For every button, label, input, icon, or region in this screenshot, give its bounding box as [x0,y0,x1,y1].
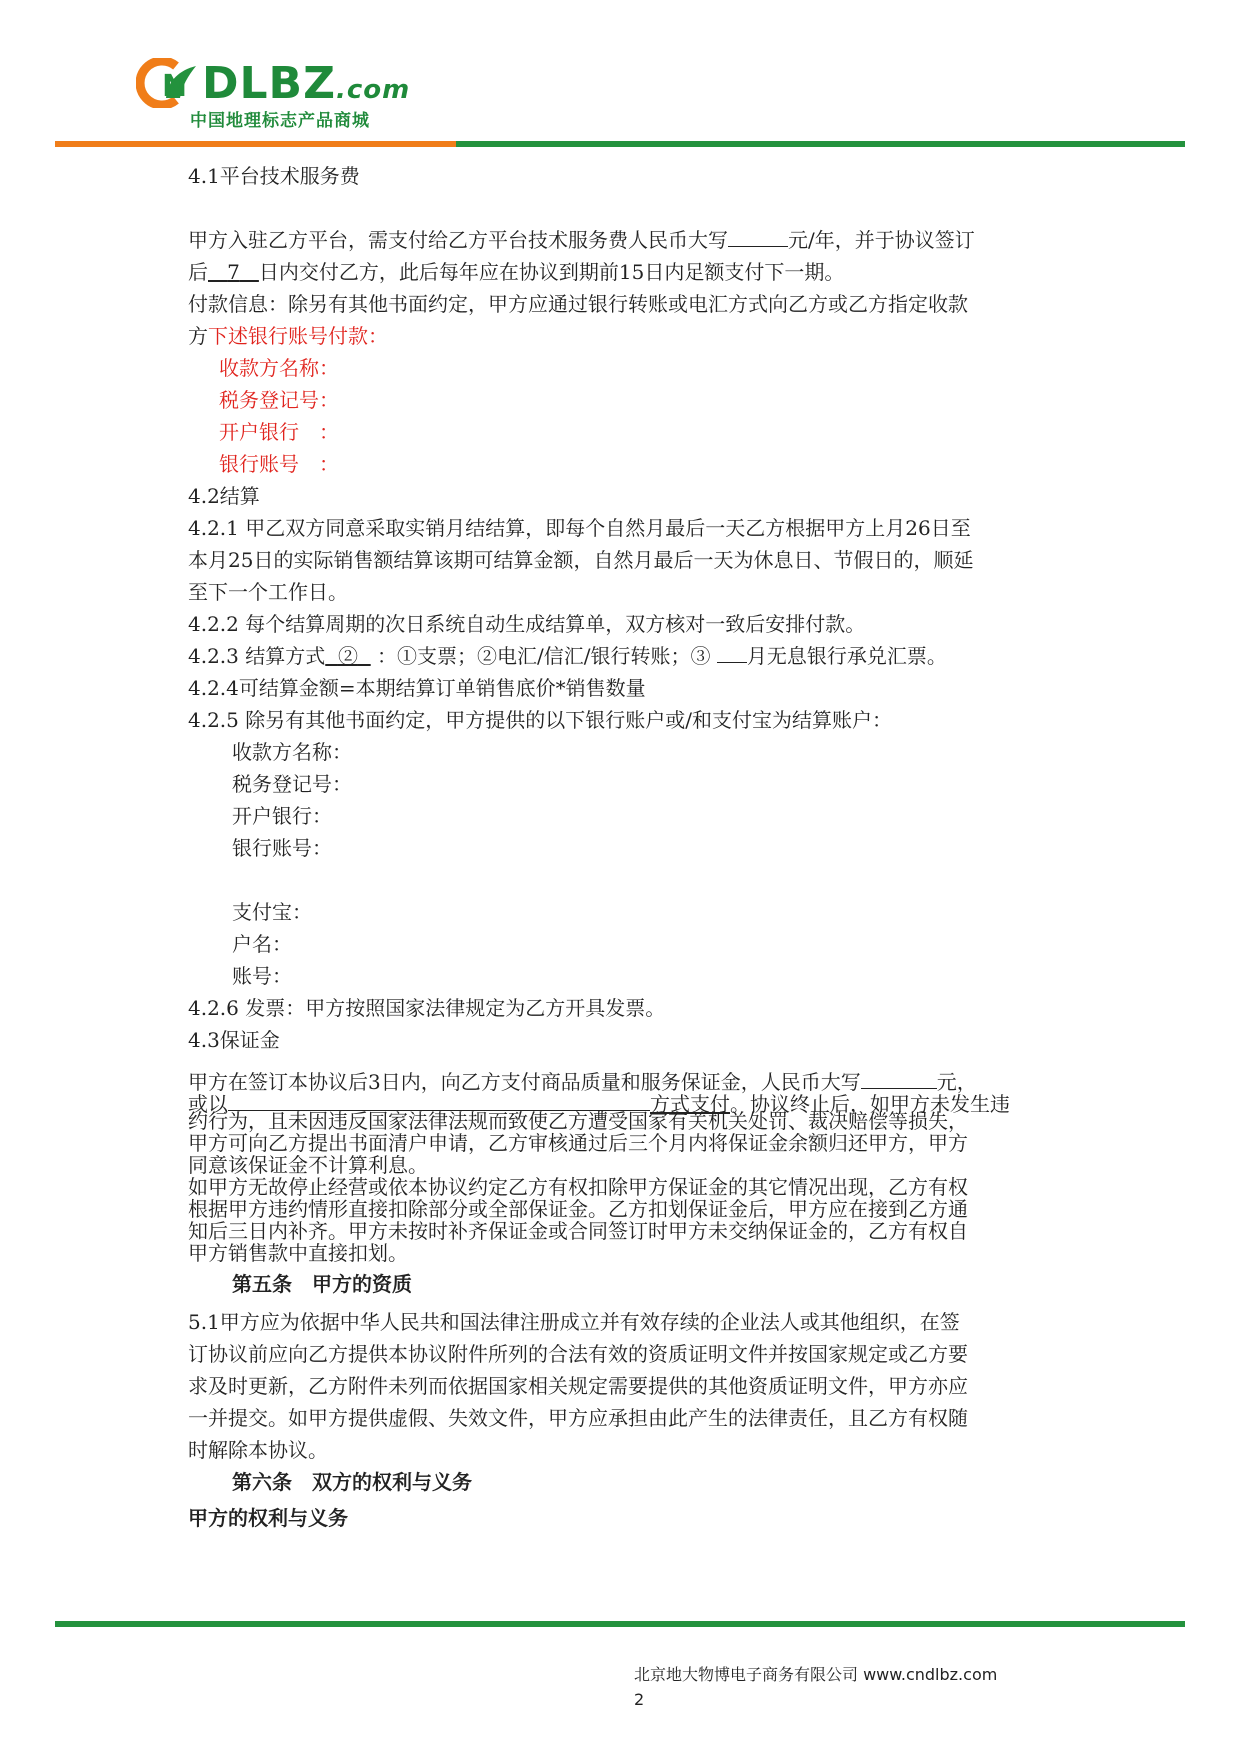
account-label: 银行账号 ： [219,452,339,476]
deposit-amount-blank [861,1066,937,1089]
text-segment: 。协议终止后，如甲方未发生违 [730,1092,1010,1116]
alipay-name-label: 户名： [232,932,292,956]
page-number: 2 [634,1690,645,1709]
text-segment: 方 [188,324,208,348]
section-4-1-paragraph-line-1 [188,224,1058,256]
section-5-1-line-5: 时解除本协议。 [188,1438,328,1462]
section-4-3-title: 4.3保证金 [188,1028,280,1052]
alipay-account-label: 账号： [232,964,292,988]
days-value [208,260,259,284]
days-number: 7 [227,260,240,284]
logo-subtitle: 中国地理标志产品商城 [190,111,370,131]
header-divider [55,141,1185,147]
deposit-line-6: 如甲方无故停止经营或依本协议约定乙方有权扣除甲方保证金的其它情况出现，乙方有权 [188,1175,968,1199]
section-5-1-line-4: 一并提交。如甲方提供虚假、失效文件，甲方应承担由此产生的法律责任，且乙方有权随 [188,1406,968,1430]
text-segment: 元/年，并于协议签订 [788,228,975,252]
settlement-account-label: 银行账号： [232,836,332,860]
settlement-payee-label: 收款方名称： [232,740,352,764]
site-logo [136,58,411,131]
section-5-1-line-1: 5.1甲方应为依据中华人民共和国法律注册成立并有效存续的企业法人或其他组织，在签 [188,1310,960,1334]
section-4-2-6: 4.2.6 发票：甲方按照国家法律规定为乙方开具发票。 [188,996,666,1020]
text-segment: 后 [188,260,208,284]
payment-method-text: 方式支付 [650,1092,730,1116]
bank-label: 开户银行 ： [219,420,339,444]
deposit-line-2 [188,1088,1058,1116]
footer-divider [55,1621,1185,1627]
section-4-2-3 [188,640,1058,672]
text-segment: 月无息银行承兑汇票。 [746,644,947,668]
payee-name-label: 收款方名称： [219,356,339,380]
article-5-heading: 第五条 甲方的资质 [232,1272,412,1296]
deposit-line-8: 知后三日内补齐。甲方未按时补齐保证金或合同签订时甲方未交纳保证金的，乙方有权自 [188,1219,968,1243]
payment-method-blank [228,1088,650,1111]
settlement-tax-label: 税务登记号： [232,772,352,796]
text-segment: 甲方在签订本协议后3日内，向乙方支付商品质量和服务保证金，人民币大写 [188,1070,861,1094]
deposit-line-3: 约行为，且未因违反国家法律法规而致使乙方遭受国家有关机关处罚、裁决赔偿等损失， [188,1109,968,1133]
section-4-2-1-line-2: 本月25日的实际销售额结算该期可结算金额，自然月最后一天为休息日、节假日的，顺延 [188,548,974,572]
section-4-1-paragraph-line-2 [188,256,1058,288]
tax-number-label: 税务登记号： [219,388,339,412]
alipay-label: 支付宝： [232,900,312,924]
payment-info-line-1: 付款信息：除另有其他书面约定，甲方应通过银行转账或电汇方式向乙方或乙方指定收款 [188,292,968,316]
deposit-line-5: 同意该保证金不计算利息。 [188,1153,428,1177]
deposit-line-4: 甲方可向乙方提出书面清户申请，乙方审核通过后三个月内将保证金余额归还甲方，甲方 [188,1131,968,1155]
text-segment: ：①支票；②电汇/信汇/银行转账；③ [377,644,711,668]
section-4-3-body [188,1066,1058,1264]
header-divider-green [456,141,1185,147]
svg-text:N: N [162,69,188,104]
section-4-2-1-line-3: 至下一个工作日。 [188,580,348,604]
header-divider-orange [55,141,456,147]
section-4-2-title: 4.2结算 [188,484,260,508]
section-5-1-line-2: 订协议前应向乙方提供本协议附件所列的合法有效的资质证明文件并按国家规定或乙方要 [188,1342,968,1366]
section-4-2-5: 4.2.5 除另有其他书面约定，甲方提供的以下银行账户或/和支付宝为结算账户： [188,708,892,732]
deposit-line-1 [188,1066,1058,1094]
settlement-choice [325,644,370,668]
section-4-2-2: 4.2.2 每个结算周期的次日系统自动生成结算单，双方核对一致后安排付款。 [188,612,866,636]
text-segment: 或以 [188,1092,228,1116]
section-5-1-line-3: 求及时更新，乙方附件未列而依据国家相关规定需要提供的其他资质证明文件，甲方亦应 [188,1374,968,1398]
party-a-rights-heading: 甲方的权利与义务 [188,1506,348,1530]
settlement-choice-value: ② [337,644,358,668]
footer-company: 北京地大物博电子商务有限公司 www.cndlbz.com [634,1665,998,1684]
logo-mark-icon [136,58,202,108]
text-segment: 日内交付乙方，此后每年应在协议到期前15日内足额支付下一期。 [258,260,845,284]
spacer [188,864,1058,896]
text-segment: 元， [936,1070,977,1094]
text-segment: 甲方入驻乙方平台，需支付给乙方平台技术服务费人民币大写 [188,228,728,252]
deposit-line-7: 根据甲方违约情形直接扣除部分或全部保证金。乙方扣划保证金后，甲方应在接到乙方通 [188,1197,968,1221]
logo-domain: .com [336,75,411,105]
article-6-heading: 第六条 双方的权利与义务 [232,1470,472,1494]
spacer [188,192,1058,224]
document-body [188,160,1058,1534]
section-4-2-1-line-1: 4.2.1 甲乙双方同意采取实销月结结算，即每个自然月最后一天乙方根据甲方上月26日至 [188,516,971,540]
amount-blank [728,224,788,247]
payment-info-red: 下述银行账号付款： [208,324,388,348]
payment-info-line-2 [188,320,1058,352]
settlement-bank-label: 开户银行： [232,804,332,828]
deposit-line-9: 甲方销售款中直接扣划。 [188,1241,408,1265]
section-4-2-4: 4.2.4可结算金额=本期结算订单销售底价*销售数量 [188,676,646,700]
text-segment: 4.2.3 结算方式 [188,644,326,668]
logo-wordmark: DLBZ.com [202,58,411,109]
months-blank [717,640,747,663]
section-4-1-title: 4.1平台技术服务费 [188,164,360,188]
